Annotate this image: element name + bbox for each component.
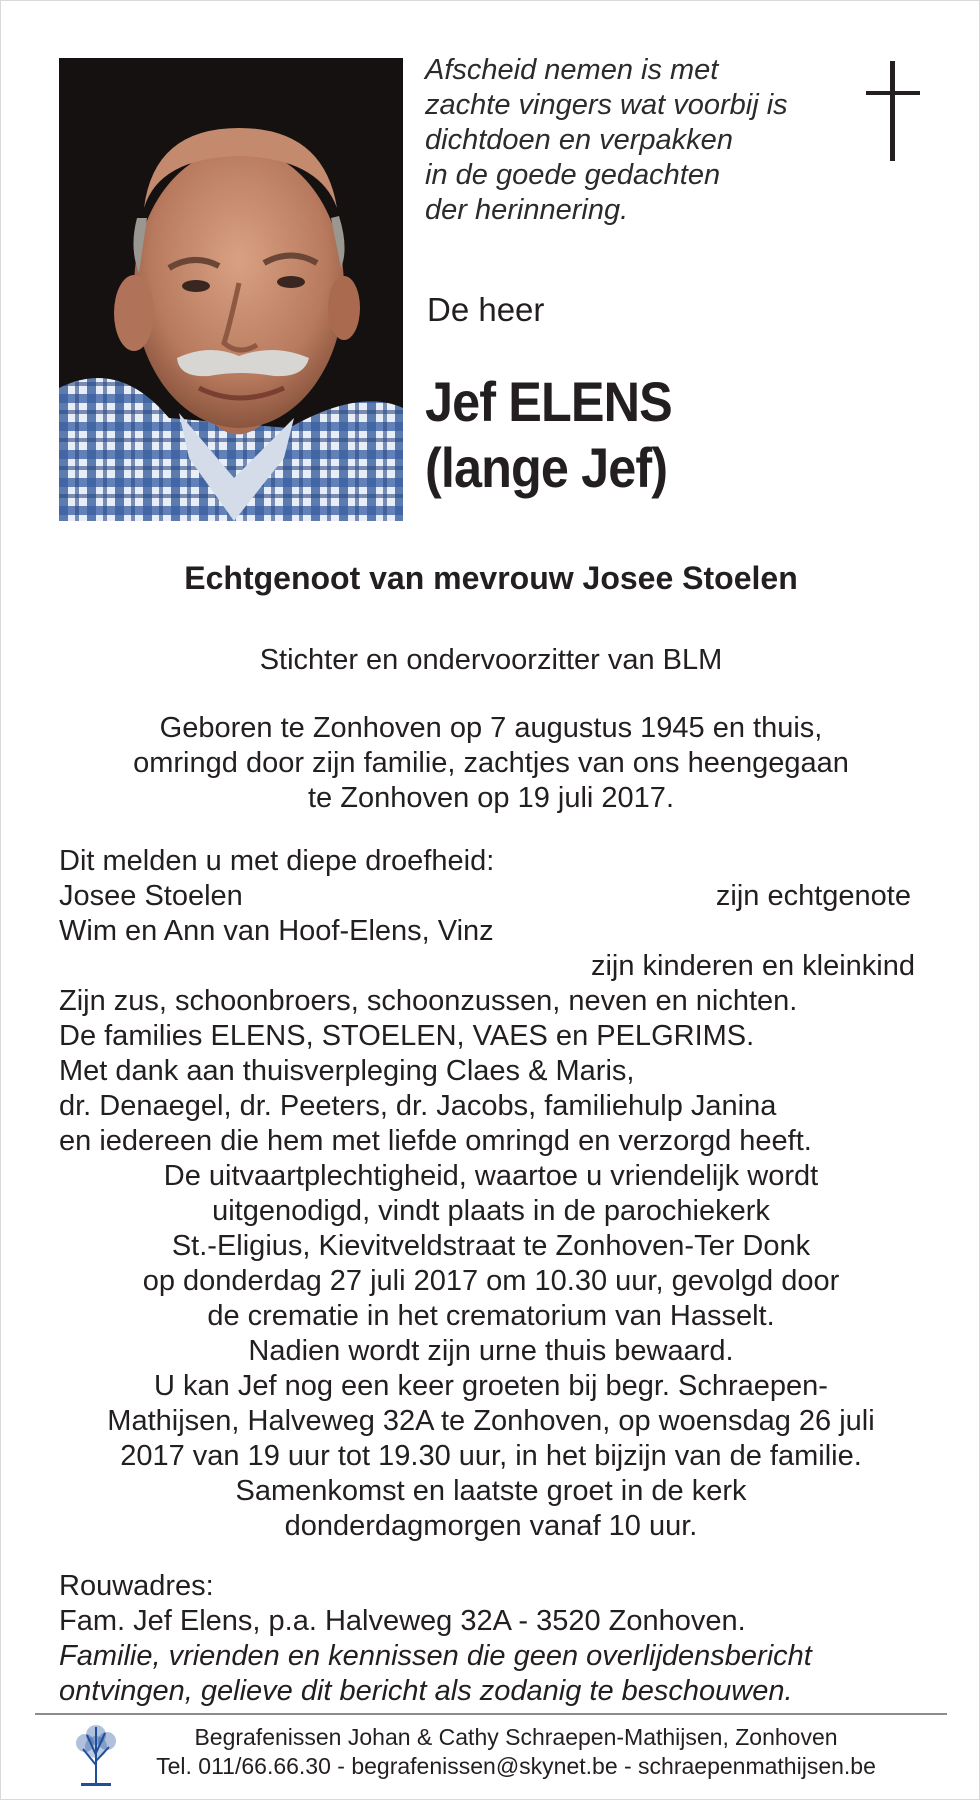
text-line: Geboren te Zonhoven op 7 augustus 1945 en thuis, xyxy=(159,712,823,744)
text-line: Nadien wordt zijn urne thuis bewaard. xyxy=(248,1335,734,1367)
mourners-intro: Dit melden u met diepe droefheid: xyxy=(59,845,495,877)
text-line: St.-Eligius, Kievitveldstraat te Zonhoven-Ter Donk xyxy=(171,1230,811,1262)
cross-icon xyxy=(863,61,923,161)
poem xyxy=(425,53,845,228)
mourner-role: zijn echtgenote xyxy=(715,880,911,912)
rouwadres-note: Familie, vrienden en kennissen die geen overlijdensbericht xyxy=(59,1640,812,1672)
poem-line: dichtdoen en verpakken xyxy=(425,124,733,156)
text-line: De families ELENS, STOELEN, VAES en PELGRIMS. xyxy=(59,1020,755,1052)
text-line: Zijn zus, schoonbroers, schoonzussen, neven en nichten. xyxy=(59,985,798,1017)
spouse-row xyxy=(59,879,923,914)
footer-divider xyxy=(35,1713,947,1715)
rouwadres-note: ontvingen, gelieve dit bericht als zodanig te beschouwen. xyxy=(59,1675,793,1707)
poem-line: zachte vingers wat voorbij is xyxy=(425,89,788,121)
text-line: omringd door zijn familie, zachtjes van ons heengegaan xyxy=(133,747,849,779)
text-line: donderdagmorgen vanaf 10 uur. xyxy=(284,1510,698,1542)
text-line: Mathijsen, Halveweg 32A te Zonhoven, op woensdag 26 juli xyxy=(107,1405,875,1437)
name-line: Jef ELENS xyxy=(425,370,672,433)
text-line: te Zonhoven op 19 juli 2017. xyxy=(308,782,674,814)
mourner-name: Wim en Ann van Hoof-Elens, Vinz xyxy=(59,915,494,947)
text-line: dr. Denaegel, dr. Peeters, dr. Jacobs, familiehulp Janina xyxy=(59,1090,777,1122)
founder-line: Stichter en ondervoorzitter van BLM xyxy=(259,644,723,676)
poem-line: in de goede gedachten xyxy=(425,159,721,191)
text-line: U kan Jef nog een keer groeten bij begr. Schraepen- xyxy=(154,1370,828,1402)
text-line: Samenkomst en laatste groet in de kerk xyxy=(235,1475,747,1507)
text-line: Met dank aan thuisverpleging Claes & Maris, xyxy=(59,1055,635,1087)
text-line: de crematie in het crematorium van Hasselt. xyxy=(207,1300,775,1332)
salutation: De heer xyxy=(427,291,545,328)
text-line: op donderdag 27 juli 2017 om 10.30 uur, gevolgd door xyxy=(142,1265,840,1297)
text-line: De uitvaartplechtigheid, waartoe u vriendelijk wordt xyxy=(163,1160,819,1192)
spouse-line: Echtgenoot van mevrouw Josee Stoelen xyxy=(184,560,798,596)
rouwadres-address: Fam. Jef Elens, p.a. Halveweg 32A - 3520 Zonhoven. xyxy=(59,1605,746,1637)
ceremony-text xyxy=(59,1159,923,1544)
text-line: en iedereen die hem met liefde omringd en verzorgd heeft. xyxy=(59,1125,812,1157)
rouwadres-section xyxy=(59,1569,923,1709)
funeral-home-footer xyxy=(131,1723,901,1781)
poem-line: Afscheid nemen is met xyxy=(425,54,719,86)
tree-logo-icon xyxy=(73,1721,119,1787)
portrait-photo xyxy=(59,58,403,521)
text-line: 2017 van 19 uur tot 19.30 uur, in het bijzijn van de familie. xyxy=(120,1440,862,1472)
mourner-name: Josee Stoelen xyxy=(59,880,243,912)
text-line: uitgenodigd, vindt plaats in de parochiekerk xyxy=(212,1195,770,1227)
mourners-section xyxy=(59,844,923,1544)
funeral-home-contact: Tel. 011/66.66.30 - begrafenissen@skynet.be - schraepenmathijsen.be xyxy=(156,1753,876,1779)
mourner-role: zijn kinderen en kleinkind xyxy=(590,950,915,982)
deceased-name xyxy=(425,369,672,501)
birth-death-text xyxy=(59,711,923,816)
rouwadres-label: Rouwadres: xyxy=(59,1570,214,1602)
funeral-home-name: Begrafenissen Johan & Cathy Schraepen-Mathijsen, Zonhoven xyxy=(194,1724,838,1750)
poem-line: der herinnering. xyxy=(425,194,629,226)
nickname-line: (lange Jef) xyxy=(425,436,668,499)
portrait-illustration xyxy=(59,58,403,521)
